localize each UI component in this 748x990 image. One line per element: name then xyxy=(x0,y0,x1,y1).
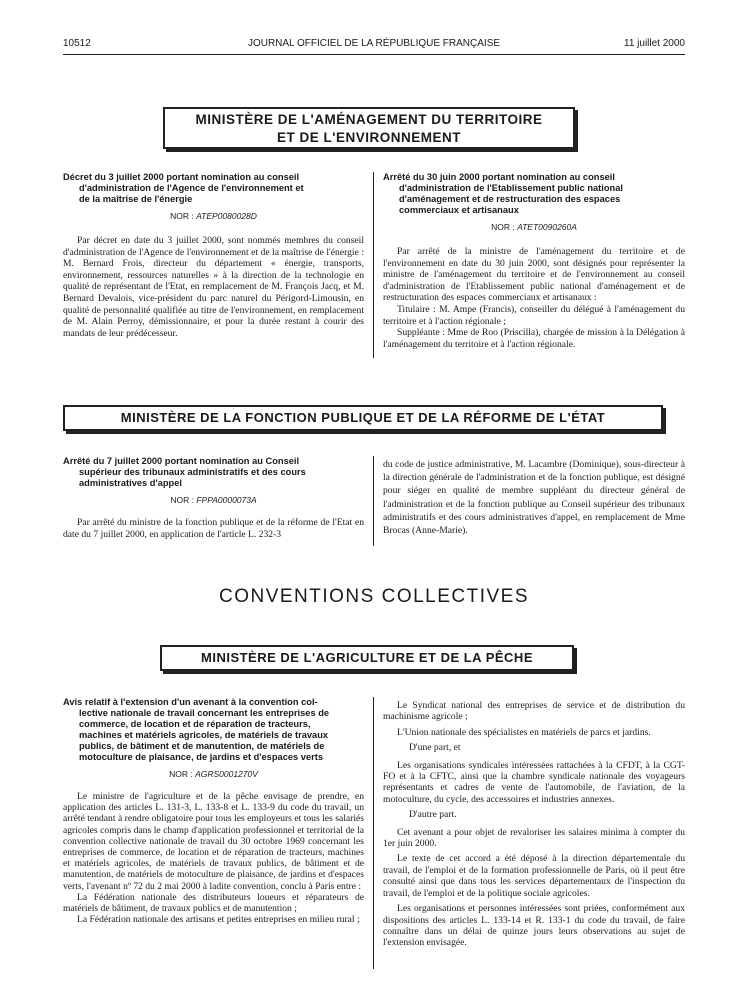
decree-article xyxy=(63,172,364,339)
avis-body-federation2: La Fédération nationale des artisans et petites entreprises en milieu rural ; xyxy=(77,914,360,926)
nor-label: NOR : xyxy=(169,769,193,779)
ministry-box-amenagement xyxy=(163,107,575,149)
arrete-title-line4: commerciaux et artisanaux xyxy=(399,205,519,215)
arrete-title-line1: Arrêté du 30 juin 2000 portant nomination au conseil xyxy=(383,172,615,182)
arrete-title-line1: Arrêté du 7 juillet 2000 portant nomination au Conseil xyxy=(63,456,300,466)
avis-p-objet: Cet avenant a pour objet de revaloriser les salaires minima à compter du 1er juin 2000. xyxy=(383,826,685,850)
arrete-nor xyxy=(383,222,685,232)
arrete-title-line3: d'aménagement et de restructuration des espaces xyxy=(399,194,621,204)
decree-title-line2: d'administration de l'Agence de l'environnement et xyxy=(79,183,304,193)
column-divider xyxy=(373,456,374,546)
arrete-epareca-article xyxy=(383,172,685,350)
arrete-title-line2: d'administration de l'Etablissement public national xyxy=(399,183,623,193)
page-number: 10512 xyxy=(63,38,91,49)
avis-title-line4: machines et matériels agricoles, de matériels de travaux xyxy=(79,730,329,740)
arrete-nor xyxy=(63,495,364,505)
ministry-box-fonction-publique xyxy=(63,405,663,431)
issue-date: 11 juillet 2000 xyxy=(624,38,685,49)
decree-nor xyxy=(63,211,364,221)
arrete-body-suppleante: Suppléante : Mme de Roo (Priscilla), chargée de mission à la Délégation à l'aménagement du territoire et à l'action régionale. xyxy=(383,327,685,350)
nor-label: NOR : xyxy=(491,222,515,232)
avis-extension-continuation xyxy=(383,700,685,949)
avis-body-main: Le ministre de l'agriculture et de la pêche envisage de prendre, en application des articles L. 131-3, L. 133-8 et L. 133-9 du code du travail, un arrêté tendant à rendre obligatoire pour tous les employeurs et tous les salariés agricoles compris dans le champ d'application professionnel et territorial de la convention collective nationale de travail du 30 octobre 1969 concernant les entreprises de commerce, de location et de réparation de tracteurs, machines et matériels agricoles, de matériels de travaux publics, de bâtiment et de manutention, de matériels de motoculture de plaisance, de jardins et d'espaces verts, l'avenant nº 72 du 2 mai 2000 à ladite convention, conclu à Paris entre : xyxy=(63,791,364,892)
avis-title-line1: Avis relatif à l'extension d'un avenant à la convention col- xyxy=(63,697,318,707)
arrete-body-continued: du code de justice administrative, M. Lacambre (Dominique), sous-directeur à la direction générale de l'administration et de la fonction publique, est désigné pour siéger en qualité de membre suppléant du directeur général de l'administration et de la fonction publique au Conseil supérieur des tribunaux administratifs et des cours administratives d'appel, en remplacement de Mme Brocas (Anne-Marie). xyxy=(383,459,685,537)
avis-p-autre-part: D'autre part. xyxy=(409,809,457,821)
nor-code: AGRS0001270V xyxy=(195,769,258,779)
avis-p-observations: Les organisations et personnes intéressées sont priées, conformément aux dispositions des articles L. 133-14 et R. 133-1 du code du travail, de faire connaître dans un délai de quinze jours leurs observations au sujet de l'extension envisagée. xyxy=(383,903,685,949)
avis-p-syndicat: Le Syndicat national des entreprises de service et de distribution du machinisme agricole ; xyxy=(383,700,685,723)
column-divider xyxy=(373,697,374,969)
nor-code: ATEP0080028D xyxy=(196,211,257,221)
nor-label: NOR : xyxy=(170,211,194,221)
arrete-body-intro: Par arrêté de la ministre de l'aménagement du territoire et de l'environnement en date du 30 juin 2000, sont désignés pour représenter la ministre de l'aménagement du territoire et de l'environnement au conseil d'administration de l'Etablissement public national d'aménagement et de restructuration des espaces commerciaux et artisanaux : xyxy=(383,246,685,304)
avis-body-federation1: La Fédération nationale des distributeurs loueurs et réparateurs de matériels de bâtiment, de travaux publics et de manutention ; xyxy=(63,891,364,915)
avis-title-line2: lective nationale de travail concernant les entreprises de xyxy=(79,708,330,718)
avis-p-depot: Le texte de cet accord a été déposé à la direction départementale du travail, de l'emploi et de la formation professionnelle de Paris, où il peut être consulté ainsi que dans tous les services départementaux de l'inspection du travail, de l'emploi et de la politique sociale agricoles. xyxy=(383,853,685,899)
journal-title: JOURNAL OFFICIEL DE LA RÉPUBLIQUE FRANÇAISE xyxy=(247,38,501,49)
decree-body: Par décret en date du 3 juillet 2000, sont nommés membres du conseil d'administration de l'Agence de l'environnement et de la maîtrise de l'énergie : M. Bernard Frois, directeur du département « énergie, transports, environnement, ressources naturelles » à la direction de la technologie en qualité de représentant de l'Etat, en remplacement de M. François Jacq, et M. Bernard Devalois, vice-président du parc naturel du Périgord-Limousin, en qualité de personnalité qualifiée au titre de l'environnement, en remplacement de M. Alain Perroy, démissionnaire, et pour la durée restant à courir des mandats de leur prédécesseur. xyxy=(63,235,364,339)
avis-p-organisations: Les organisations syndicales intéressées rattachées à la CFDT, à la CGT-FO et à la CFTC, ainsi que la chambre syndicale nationale des voyageurs représentants et cadres de vente de l'automobile, de l'aviation, de la motoculture, du cycle, des accessoires et industries annexes. xyxy=(383,759,685,805)
avis-title-line3: commerce, de location et de réparation de tracteurs, xyxy=(79,719,311,729)
nor-code: ATET0090260A xyxy=(517,222,577,232)
arrete-body-start: Par arrêté du ministre de la fonction publique et de la réforme de l'Etat en date du 7 juillet 2000, en application de l'article L. 232-3 xyxy=(63,517,364,540)
ministry-title-line2: ET DE L'ENVIRONNEMENT xyxy=(277,130,461,145)
decree-title-line3: de la maîtrise de l'énergie xyxy=(79,194,193,204)
avis-extension-article xyxy=(63,697,364,925)
nor-label: NOR : xyxy=(170,495,194,505)
avis-title-line6: motoculture de plaisance, de jardins et d'espaces verts xyxy=(79,752,324,762)
arrete-title-line3: administratives d'appel xyxy=(79,478,182,488)
avis-title-line5: publics, de bâtiment et de manutention, de matériels de xyxy=(79,741,325,751)
nor-code: FPPA0000073A xyxy=(196,495,257,505)
decree-title-line1: Décret du 3 juillet 2000 portant nomination au conseil xyxy=(63,172,300,182)
ministry-box-agriculture xyxy=(160,645,574,671)
arrete-title-line2: supérieur des tribunaux administratifs et des cours xyxy=(79,467,306,477)
avis-p-une-part: D'une part, et xyxy=(409,742,461,754)
avis-p-union: L'Union nationale des spécialistes en matériels de parcs et jardins. xyxy=(397,726,651,738)
avis-nor xyxy=(63,769,364,779)
arrete-conseil-continuation xyxy=(383,458,685,537)
ministry-title: MINISTÈRE DE L'AGRICULTURE ET DE LA PÊCHE xyxy=(201,650,533,665)
ministry-title-line1: MINISTÈRE DE L'AMÉNAGEMENT DU TERRITOIRE xyxy=(195,112,543,127)
arrete-body-titulaire: Titulaire : M. Ampe (Francis), conseiller du délégué à l'aménagement du territoire et à l'action régionale ; xyxy=(383,303,685,327)
header-rule xyxy=(63,54,685,55)
conventions-heading: CONVENTIONS COLLECTIVES xyxy=(218,586,530,607)
ministry-title: MINISTÈRE DE LA FONCTION PUBLIQUE ET DE LA RÉFORME DE L'ÉTAT xyxy=(120,410,606,425)
column-divider xyxy=(373,172,374,358)
arrete-conseil-article xyxy=(63,456,364,540)
